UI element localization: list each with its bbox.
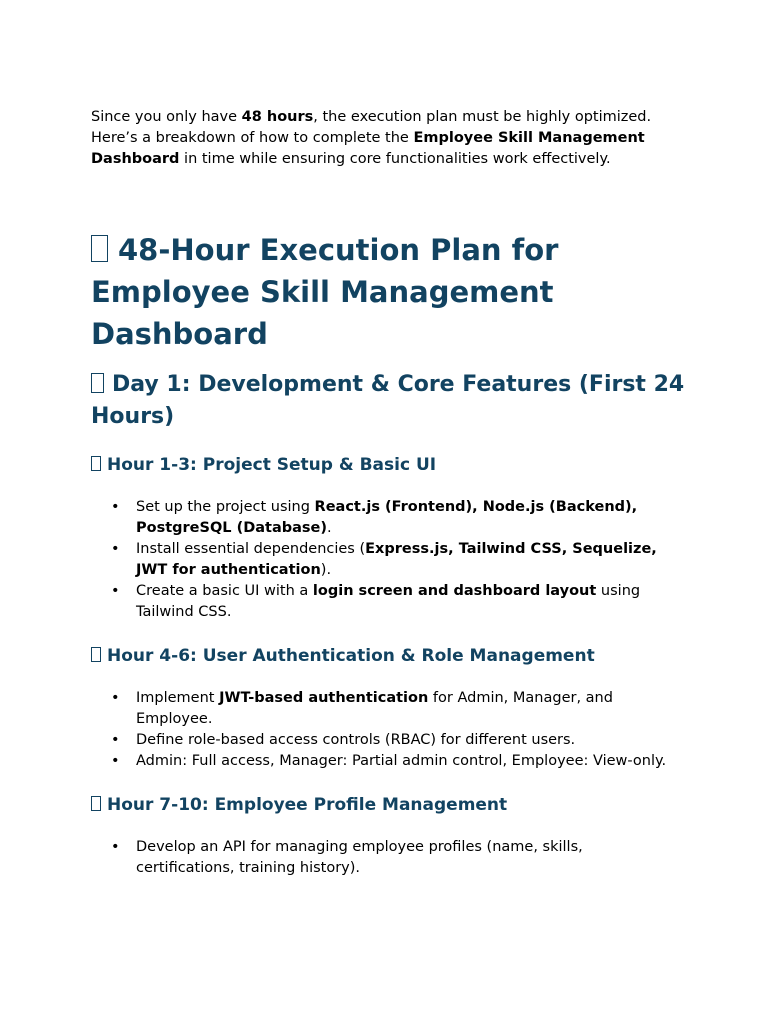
list-item <box>91 539 676 581</box>
list-item <box>91 751 676 772</box>
list-item-text: Define role-based access controls (RBAC) for different users. <box>136 732 576 748</box>
list-item-text: Create a basic UI with a <box>136 583 313 599</box>
bullet-list <box>91 837 691 879</box>
intro-text-2: , the execution plan must be highly optimized. Here’s a breakdown of how to complete the <box>91 109 652 146</box>
intro-bold-hours: 48 hours <box>241 109 314 125</box>
list-item-text: Implement <box>136 690 220 706</box>
list-item-bold: JWT-based authentication <box>219 690 429 706</box>
missing-emoji-icon <box>91 235 108 262</box>
section-heading-text: Hour 4-6: User Authentication & Role Management <box>107 646 595 666</box>
list-item-text: ). <box>320 562 332 578</box>
section-heading-text: Hour 7-10: Employee Profile Management <box>107 795 508 815</box>
missing-emoji-icon <box>91 796 101 811</box>
section-heading <box>91 644 691 668</box>
list-item <box>91 688 676 730</box>
day1-heading <box>91 369 691 433</box>
list-item-text: Admin: Full access, Manager: Partial admin control, Employee: View-only. <box>136 753 667 769</box>
document-title-text: 48-Hour Execution Plan for Employee Skill Management Dashboard <box>91 233 559 351</box>
list-item-text: using Tailwind CSS. <box>136 583 641 620</box>
list-item <box>91 837 676 879</box>
list-item <box>91 581 676 623</box>
bullet-list <box>91 688 691 772</box>
list-item-text: Develop an API for managing employee profiles (name, skills, certifications, training history). <box>136 839 583 876</box>
intro-paragraph <box>91 107 691 170</box>
list-item-text: Set up the project using <box>136 499 315 515</box>
document-title <box>91 229 691 355</box>
missing-emoji-icon <box>91 647 101 662</box>
list-item <box>91 730 676 751</box>
list-item-bold: Express.js, Tailwind CSS, Sequelize, JWT for authentication <box>136 541 657 578</box>
intro-text-1: Since you only have <box>91 109 242 125</box>
section-heading-text: Hour 1-3: Project Setup & Basic UI <box>107 455 437 475</box>
list-item-text: . <box>327 520 332 536</box>
missing-emoji-icon <box>91 456 101 471</box>
list-item-text: for Admin, Manager, and Employee. <box>136 690 613 727</box>
list-item-bold: React.js (Frontend), Node.js (Backend), PostgreSQL (Database) <box>136 499 638 536</box>
bullet-list <box>91 497 691 623</box>
document-page <box>91 107 691 879</box>
list-item-text: Install essential dependencies ( <box>136 541 366 557</box>
section-heading <box>91 453 691 477</box>
day1-heading-text: Day 1: Development & Core Features (First 24 Hours) <box>91 372 685 429</box>
intro-bold-dashboard: Employee Skill Management Dashboard <box>91 130 645 167</box>
list-item-bold: login screen and dashboard layout <box>312 583 597 599</box>
section-heading <box>91 793 691 817</box>
missing-emoji-icon <box>91 373 104 393</box>
intro-text-3: in time while ensuring core functionalities work effectively. <box>179 151 611 167</box>
list-item <box>91 497 676 539</box>
